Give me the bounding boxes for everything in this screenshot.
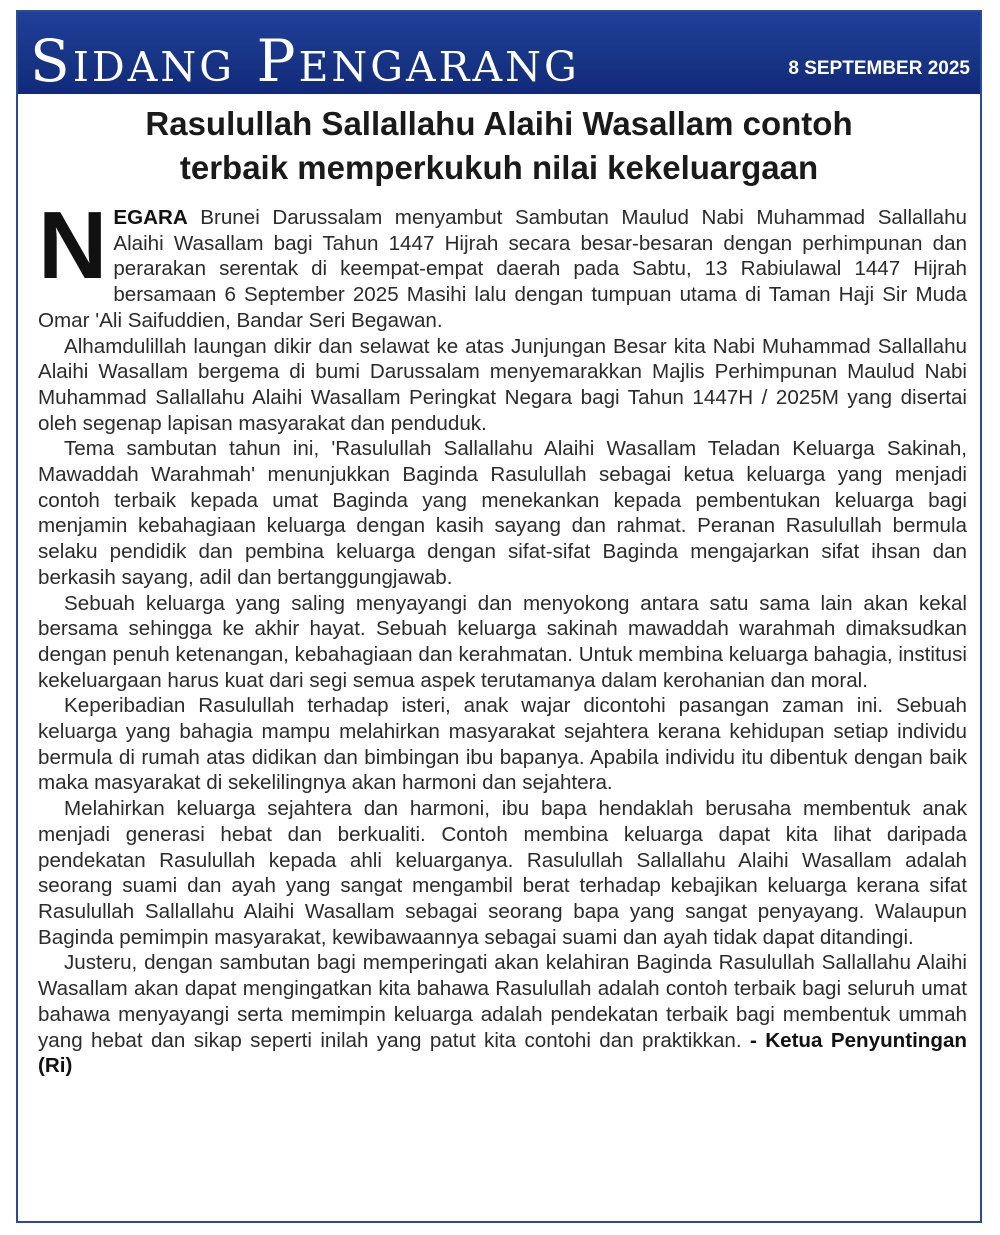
lead-word: EGARA (113, 206, 188, 229)
paragraph-1-text: Brunei Darussalam menyambut Sambutan Maulud Nabi Muhammad Sallallahu Alaihi Wasallam bagi Tahun 1447 Hijrah secara besar-besaran dengan perhimpunan dan perarakan serentak di keempat-empat daerah pada Sabtu, 13 Rabiulawal 1447 Hijrah bersamaan 6 September 2025 Masihi lalu dengan tumpuan utama di Taman Haji Sir Muda Omar 'Ali Saifuddien, Bandar Seri Begawan. (38, 206, 967, 332)
paragraph-5: Keperibadian Rasulullah terhadap isteri, anak wajar dicontohi pasangan zaman ini. Sebuah keluarga yang bahagia mampu melahirkan masyarakat sejahtera kerana kehidupan setiap individu bermula di rumah atas didikan dan bimbingan ibu bapanya. Apabila individu itu dibentuk dengan baik maka masyarakat di sekelilingnya akan harmoni dan sejahtera. (38, 694, 967, 795)
paragraph-6: Melahirkan keluarga sejahtera dan harmoni, ibu bapa hendaklah berusaha membentuk anak menjadi generasi hebat dan berkualiti. Contoh membina keluarga dapat kita lihat daripada pendekatan Rasulullah kepada ahli keluarganya. Rasulullah Sallallahu Alaihi Wasallam adalah seorang suami dan ayah yang sangat mengambil berat terhadap kebajikan keluarga kerana sifat Rasulullah Sallallahu Alaihi Wasallam sebagai seorang bapa yang sangat penyayang. Walaupun Baginda pemimpin masyarakat, kewibawaannya sebagai suami dan ayah tidak dapat ditandingi. (38, 797, 967, 949)
headline-line-1: Rasulullah Sallallahu Alaihi Wasallam contoh (145, 105, 853, 142)
paragraph-1 (38, 192, 967, 334)
drop-cap: N (38, 192, 108, 299)
publication-date: 8 SEPTEMBER 2025 (788, 58, 970, 79)
article-headline (18, 102, 980, 190)
headline-line-2: terbaik memperkukuh nilai kekeluargaan (179, 149, 819, 186)
article-body (38, 192, 967, 1079)
paragraph-7-text: Justeru, dengan sambutan bagi memperingati akan kelahiran Baginda Rasulullah Sallallahu Alaihi Wasallam akan dapat mengingatkan kita bahawa Rasulullah adalah contoh terbaik bagi seluruh umat bahawa menyayangi serta memimpin keluarga adalah pendekatan terbaik bagi membentuk ummah yang hebat dan sikap seperti inilah yang patut kita contohi dan praktikkan. (38, 951, 967, 1052)
masthead-banner (18, 12, 980, 94)
editorial-frame (16, 10, 982, 1223)
author-signature: - Ketua Penyuntingan (Ri) (38, 1028, 967, 1078)
paragraph-4: Sebuah keluarga yang saling menyayangi dan menyokong antara satu sama lain akan kekal bersama sehingga ke akhir hayat. Sebuah keluarga sakinah mawaddah warahmah dimaksudkan dengan penuh ketenangan, kebahagiaan dan kerahmatan. Untuk membina keluarga bahagia, institusi kekeluargaan harus kuat dari segi semua aspek terutamanya dalam kerohanian dan moral. (38, 591, 967, 692)
paragraph-2: Alhamdulillah laungan dikir dan selawat ke atas Junjungan Besar kita Nabi Muhammad Sallallahu Alaihi Wasallam bergema di bumi Darussalam menyemarakkan Majlis Perhimpunan Maulud Nabi Muhammad Sallallahu Alaihi Wasallam Peringkat Negara bagi Tahun 1447H / 2025M yang disertai oleh segenap lapisan masyarakat dan penduduk. (38, 334, 967, 435)
paragraph-7 (38, 950, 967, 1079)
paragraph-3: Tema sambutan tahun ini, 'Rasulullah Sallallahu Alaihi Wasallam Teladan Keluarga Sakinah, Mawaddah Warahmah' menunjukkan Baginda Rasulullah sebagai ketua keluarga yang menjadi contoh terbaik kepada umat Baginda yang menekankan kepada pembentukan keluarga bagi menjamin kebahagiaan keluarga dengan kasih sayang dan rahmat. Peranan Rasulullah bermula selaku pendidik dan pembina keluarga dengan sifat-sifat Baginda mengajarkan sifat ihsan dan berkasih sayang, adil dan bertanggungjawab. (38, 437, 967, 589)
masthead-title: Sidang Pengarang (30, 27, 580, 94)
